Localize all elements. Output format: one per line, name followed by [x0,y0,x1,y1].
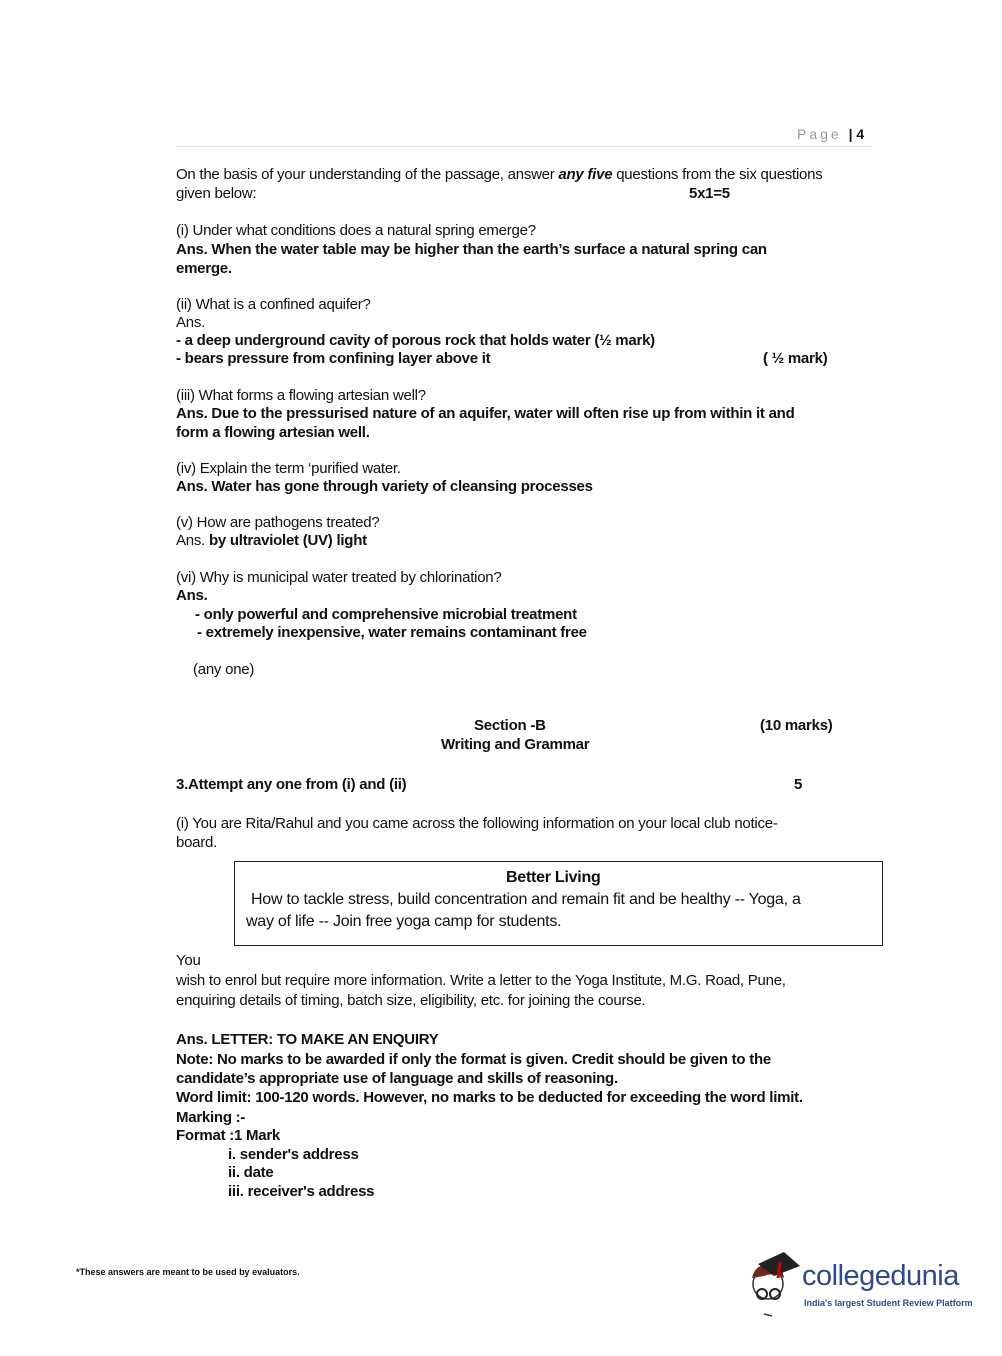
notice-title: Better Living [506,869,601,886]
answer-title: Ans. LETTER: TO MAKE AN ENQUIRY [176,1031,439,1048]
question-6: (vi) Why is municipal water treated by chlorination? [176,569,502,586]
header-divider [176,146,872,147]
answer-2-label: Ans. [176,314,206,331]
mascot-icon [744,1248,804,1318]
answer-1-cont: emerge. [176,260,232,277]
section-subtitle: Writing and Grammar [441,736,590,753]
answer-2-marks: ( ½ mark) [763,350,828,367]
question-2: (ii) What is a confined aquifer? [176,296,371,313]
question-3-marks: 5 [794,776,803,793]
section-title: Section -B [474,717,546,734]
task-line-2: board. [176,834,218,851]
notice-line: How to tackle stress, build concentration and remain fit and be healthy -- Yoga, a [251,891,801,908]
word-limit: Word limit: 100-120 words. However, no marks to be deducted for exceeding the word limit. [176,1089,803,1106]
question-5: (v) How are pathogens treated? [176,514,380,531]
question-4: (iv) Explain the term ‘purified water. [176,460,401,477]
answer-1: Ans. When the water table may be higher than the earth’s surface a natural spring can [176,241,767,258]
question-1: (i) Under what conditions does a natural spring emerge? [176,222,536,239]
marking-label: Marking :- [176,1109,246,1126]
question-3: (iii) What forms a flowing artesian well? [176,387,426,404]
answer-3-cont: form a flowing artesian well. [176,424,370,441]
footer-note: *These answers are meant to be used by evaluators. [76,1267,300,1277]
answer-5: Ans. by ultraviolet (UV) light [176,532,367,549]
intro-line-2: given below: [176,185,257,202]
answer-note-2: candidate’s appropriate use of language and skills of reasoning. [176,1070,618,1087]
answer-2-point-1: - a deep underground cavity of porous rock that holds water (½ mark) [176,332,655,349]
page-number: Page | 4 [797,126,865,142]
answer-6-point-2: - extremely inexpensive, water remains contaminant free [197,624,587,641]
format-label: Format :1 Mark [176,1127,281,1144]
question-3-heading: 3.Attempt any one from (i) and (ii) [176,776,407,793]
instruction-line: You [176,952,201,969]
answer-4: Ans. Water has gone through variety of cleansing processes [176,478,593,495]
format-item: ii. date [228,1164,274,1181]
answer-2-point-2: - bears pressure from confining layer above it [176,350,491,367]
instruction-line-2: wish to enrol but require more information. Write a letter to the Yoga Institute, M.G. Road, Pune, [176,972,786,989]
intro-marks: 5x1=5 [689,185,730,202]
format-item: iii. receiver's address [228,1183,375,1200]
answer-6-note: (any one) [193,661,255,678]
section-marks: (10 marks) [760,717,833,734]
notice-box [234,861,883,946]
instruction-line-3: enquiring details of timing, batch size, eligibility, etc. for joining the course. [176,992,646,1009]
collegedunia-logo: collegedunia India's largest Student Review Platform [744,1248,974,1318]
answer-6-point-1: - only powerful and comprehensive microbial treatment [195,606,577,623]
answer-note: Note: No marks to be awarded if only the format is given. Credit should be given to the [176,1051,772,1068]
task-line: (i) You are Rita/Rahul and you came across the following information on your local club notice- [176,815,778,832]
answer-3: Ans. Due to the pressurised nature of an aquifer, water will often rise up from within it and [176,405,795,422]
intro-line: On the basis of your understanding of the passage, answer any five questions from the six questions [176,166,823,183]
format-item: i. sender's address [228,1146,359,1163]
answer-6-label: Ans. [176,587,208,604]
notice-line-2: way of life -- Join free yoga camp for students. [246,913,562,930]
